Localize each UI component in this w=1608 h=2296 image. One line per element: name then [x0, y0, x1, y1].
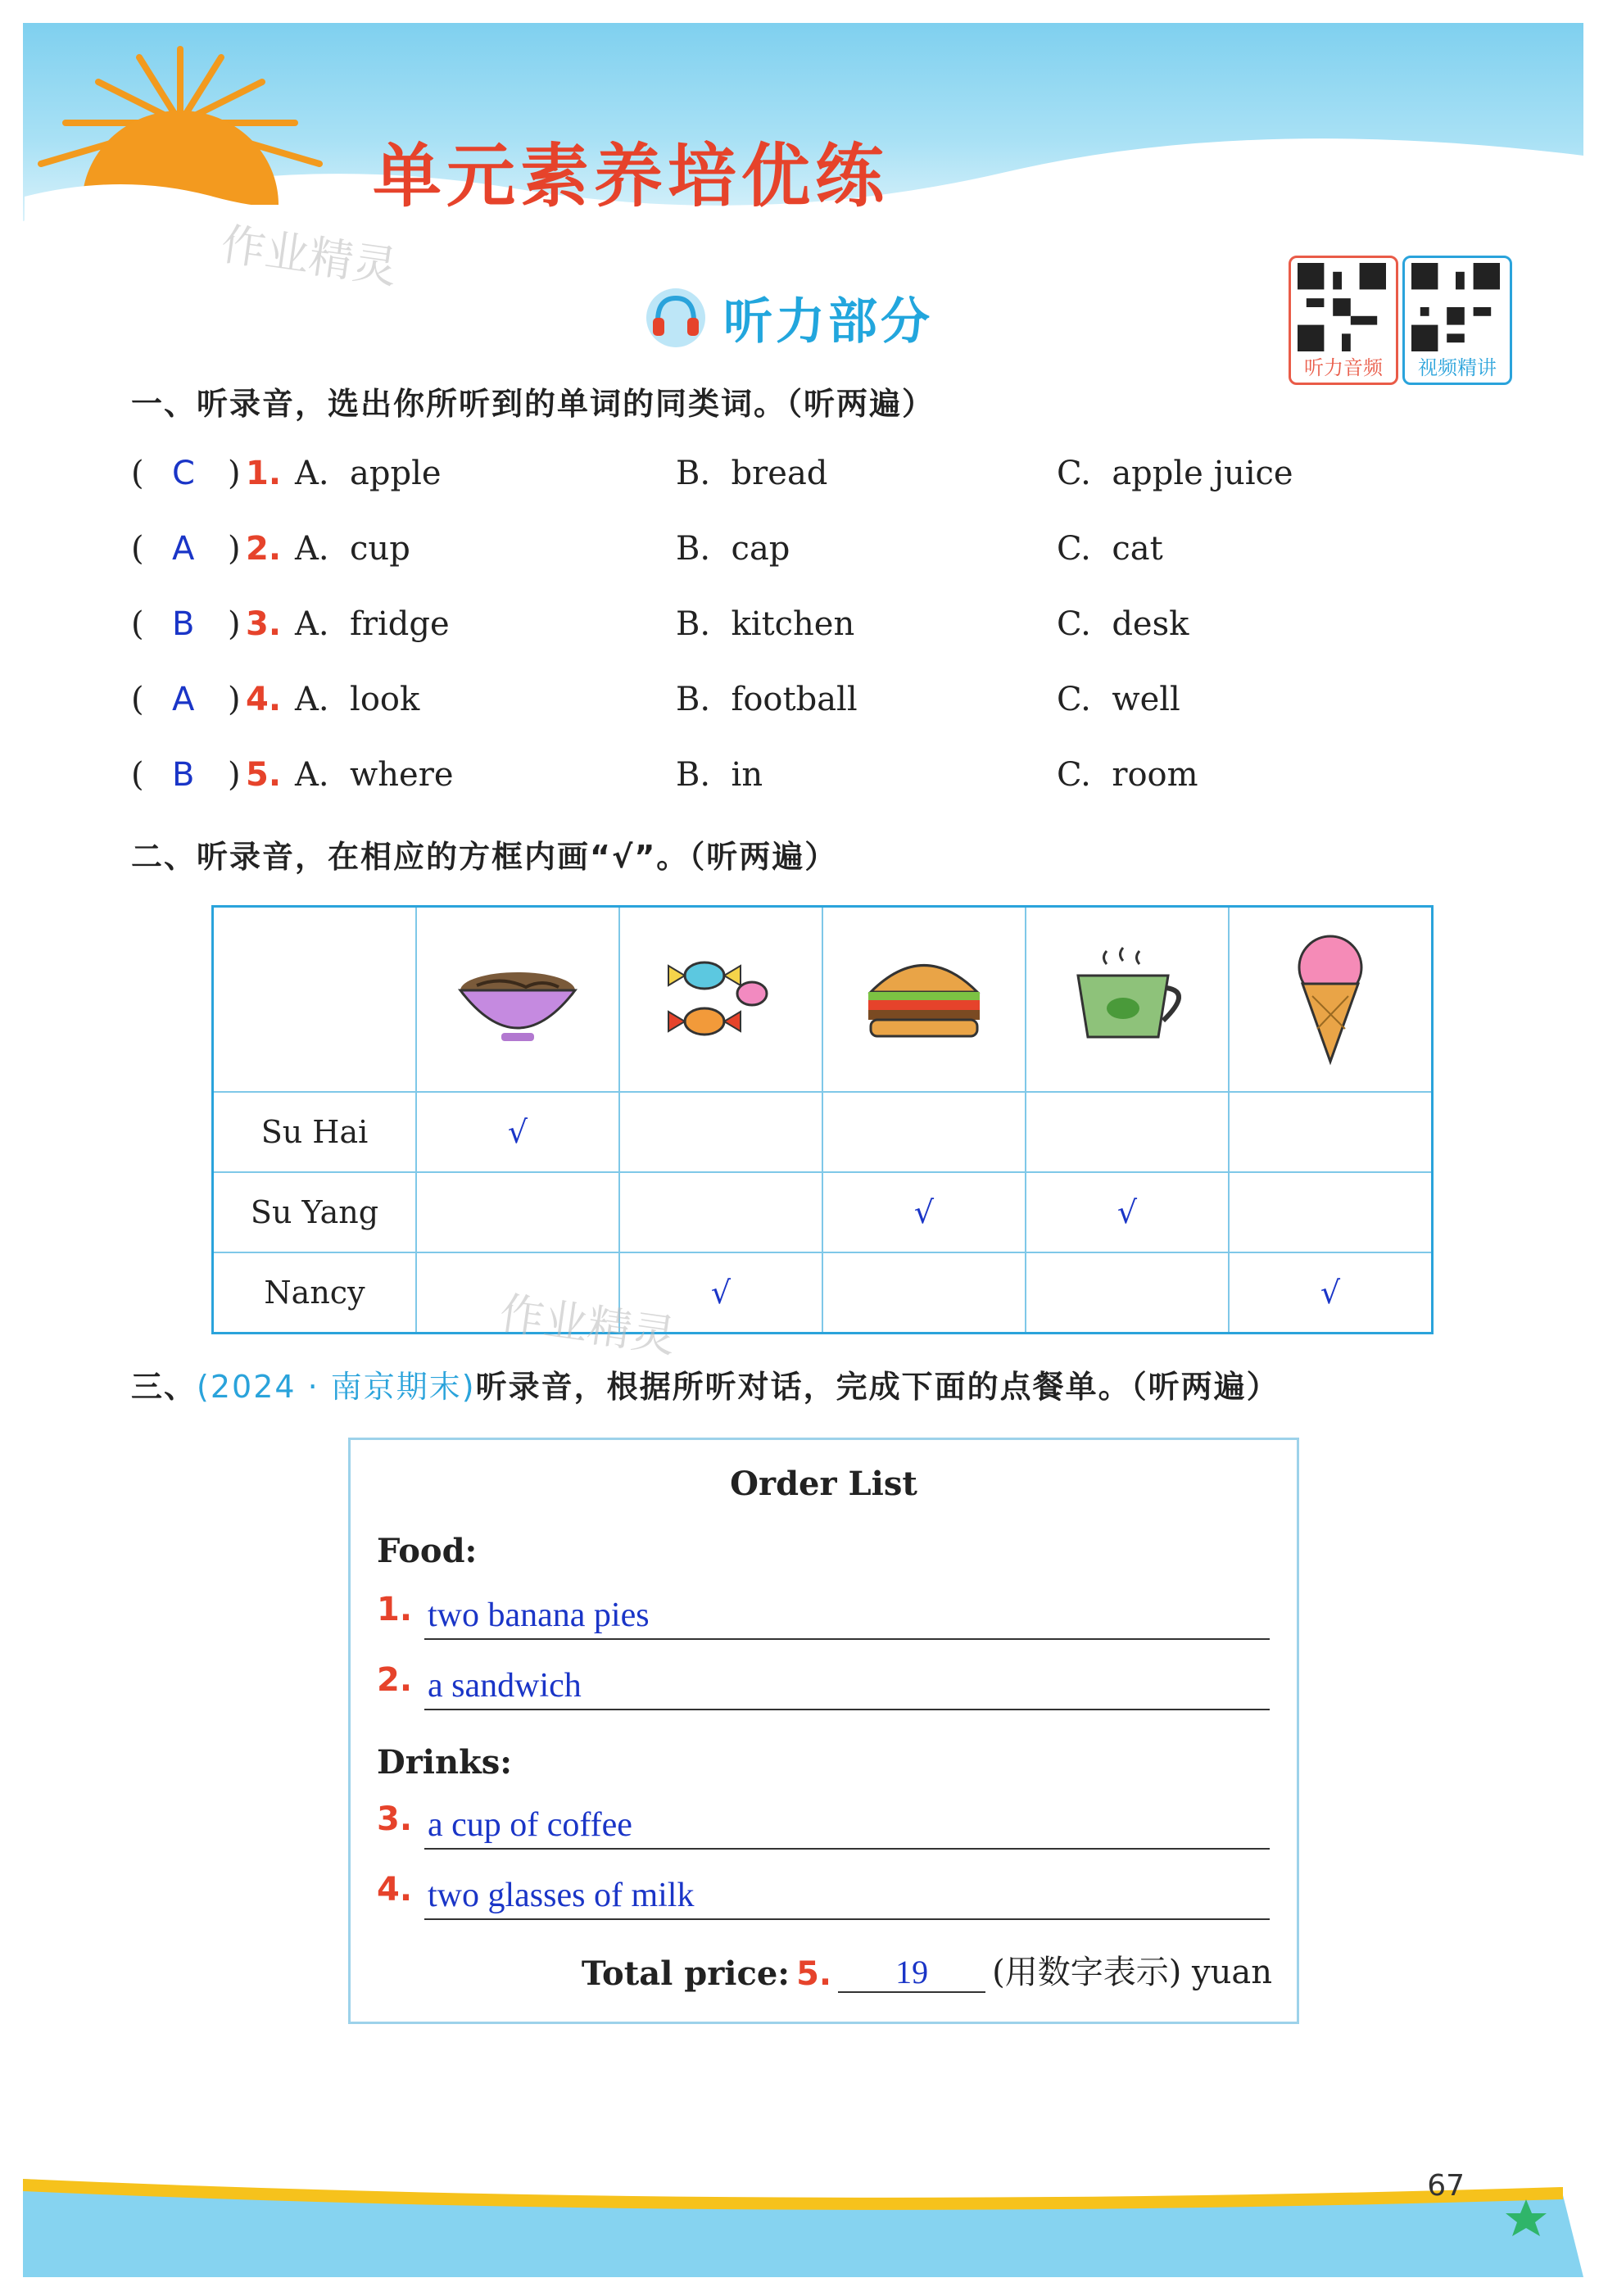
option-a: A. fridge: [295, 605, 450, 643]
section-heading: [643, 283, 933, 353]
answer[interactable]: C: [172, 455, 195, 492]
question-number: 2.: [246, 530, 282, 568]
question-number: 3.: [246, 605, 282, 643]
watermark: 作业精灵: [496, 1287, 679, 1363]
food-hamburger: [822, 907, 1026, 1093]
tick-cell[interactable]: [822, 1252, 1026, 1334]
option-b: B. kitchen: [676, 605, 855, 643]
tick-cell[interactable]: [619, 1172, 822, 1252]
source-label: (2024 · 南京期末): [197, 1369, 476, 1405]
option-a: A. look: [295, 681, 420, 718]
order-line: [377, 1591, 1270, 1640]
option-c: C. apple juice: [1057, 455, 1293, 492]
question-number: 1.: [246, 455, 282, 492]
table-row: [213, 1092, 1433, 1172]
item-number: 1.: [377, 1591, 413, 1628]
tick-cell[interactable]: [619, 1092, 822, 1172]
option-c: C. well: [1057, 681, 1180, 718]
headphones-icon: [643, 285, 709, 351]
tick-cell[interactable]: √: [1229, 1252, 1433, 1334]
watermark: 作业精灵: [218, 218, 401, 294]
question-number: 4.: [246, 681, 282, 718]
tick-table: [211, 905, 1434, 1334]
student-name: Su Yang: [213, 1172, 417, 1252]
answer[interactable]: A: [172, 681, 195, 718]
tick-cell[interactable]: [822, 1092, 1026, 1172]
answer[interactable]: B: [172, 756, 195, 794]
student-name: Nancy: [213, 1252, 417, 1334]
tick-cell[interactable]: √: [619, 1252, 822, 1334]
q3-heading: 三、(2024 · 南京期末)听录音，根据所听对话，完成下面的点餐单。（听两遍）: [131, 1369, 1280, 1405]
option-c: C. room: [1057, 756, 1198, 794]
order-line: [377, 1800, 1270, 1850]
order-title: Order List: [730, 1465, 917, 1503]
tick-cell[interactable]: [1229, 1092, 1433, 1172]
mc-row: ( B ) 3. A. fridge B. kitchen C. desk: [131, 605, 1189, 643]
table-row: [213, 1252, 1433, 1334]
q2-heading: 二、听录音，在相应的方框内画“√”。（听两遍）: [131, 839, 838, 875]
total-price: [582, 1946, 1272, 1993]
food-noodles: [416, 907, 619, 1093]
qr-code-icon: [1298, 263, 1386, 351]
order-line: [377, 1871, 1270, 1920]
table-row: [213, 1172, 1433, 1252]
tick-cell[interactable]: [1026, 1252, 1229, 1334]
q1-heading: 一、听录音，选出你所听到的单词的同类词。（听两遍）: [131, 386, 935, 422]
item-value[interactable]: a sandwich: [428, 1667, 582, 1705]
option-b: B. cap: [676, 530, 790, 568]
order-line: [377, 1661, 1270, 1710]
total-note: (用数字表示) yuan: [992, 1954, 1272, 1991]
qr-code-icon: [1411, 263, 1500, 351]
footer-band: [23, 2162, 1583, 2277]
mc-row: ( A ) 4. A. look B. football C. well: [131, 681, 1180, 718]
item-number: 2.: [377, 1661, 413, 1699]
tick-cell[interactable]: √: [1026, 1172, 1229, 1252]
total-number: 5.: [796, 1955, 832, 1993]
qr-caption: 视频精讲: [1418, 356, 1497, 379]
qr-video[interactable]: [1402, 256, 1512, 385]
section-title: 听力部分: [723, 293, 933, 351]
mc-row: ( C ) 1. A. apple B. bread C. apple juice: [131, 455, 1293, 492]
page-number: 67: [1427, 2169, 1465, 2203]
tick-cell[interactable]: [1026, 1092, 1229, 1172]
total-value[interactable]: 19: [838, 1953, 985, 1993]
answer[interactable]: B: [172, 605, 195, 643]
food-sweets: [619, 907, 822, 1093]
mc-row: ( A ) 2. A. cup B. cap C. cat: [131, 530, 1163, 568]
item-number: 4.: [377, 1871, 413, 1909]
tick-cell[interactable]: [1229, 1172, 1433, 1252]
page-title: 单元素养培优练: [373, 136, 890, 216]
qr-caption: 听力音频: [1304, 356, 1383, 379]
tick-cell[interactable]: [416, 1172, 619, 1252]
tick-cell[interactable]: √: [416, 1092, 619, 1172]
order-list: [348, 1438, 1299, 2024]
ice-cream-icon: [1265, 926, 1396, 1066]
item-number: 3.: [377, 1800, 413, 1838]
student-name: Su Hai: [213, 1092, 417, 1172]
noodles-icon: [452, 943, 583, 1049]
qr-audio[interactable]: [1289, 256, 1398, 385]
answer[interactable]: A: [172, 530, 195, 568]
sweets-icon: [655, 943, 786, 1049]
option-c: C. desk: [1057, 605, 1189, 643]
option-a: A. cup: [295, 530, 410, 568]
option-b: B. football: [676, 681, 858, 718]
item-value[interactable]: a cup of coffee: [428, 1806, 632, 1844]
sun-icon: [25, 33, 336, 229]
food-tea: [1026, 907, 1229, 1093]
option-a: A. apple: [295, 455, 442, 492]
food-label: Food:: [377, 1532, 478, 1570]
total-label: Total price:: [581, 1954, 790, 1993]
drinks-label: Drinks:: [377, 1743, 513, 1782]
question-number: 5.: [246, 756, 282, 794]
item-value[interactable]: two banana pies: [428, 1596, 650, 1634]
food-ice-cream: [1229, 907, 1433, 1093]
option-b: B. in: [676, 756, 763, 794]
mc-row: ( B ) 5. A. where B. in C. room: [131, 756, 1198, 794]
item-value[interactable]: two glasses of milk: [428, 1877, 695, 1914]
tick-cell[interactable]: √: [822, 1172, 1026, 1252]
option-a: A. where: [295, 756, 454, 794]
tea-icon: [1062, 943, 1193, 1049]
option-b: B. bread: [676, 455, 828, 492]
hamburger-icon: [858, 943, 990, 1049]
option-c: C. cat: [1057, 530, 1163, 568]
